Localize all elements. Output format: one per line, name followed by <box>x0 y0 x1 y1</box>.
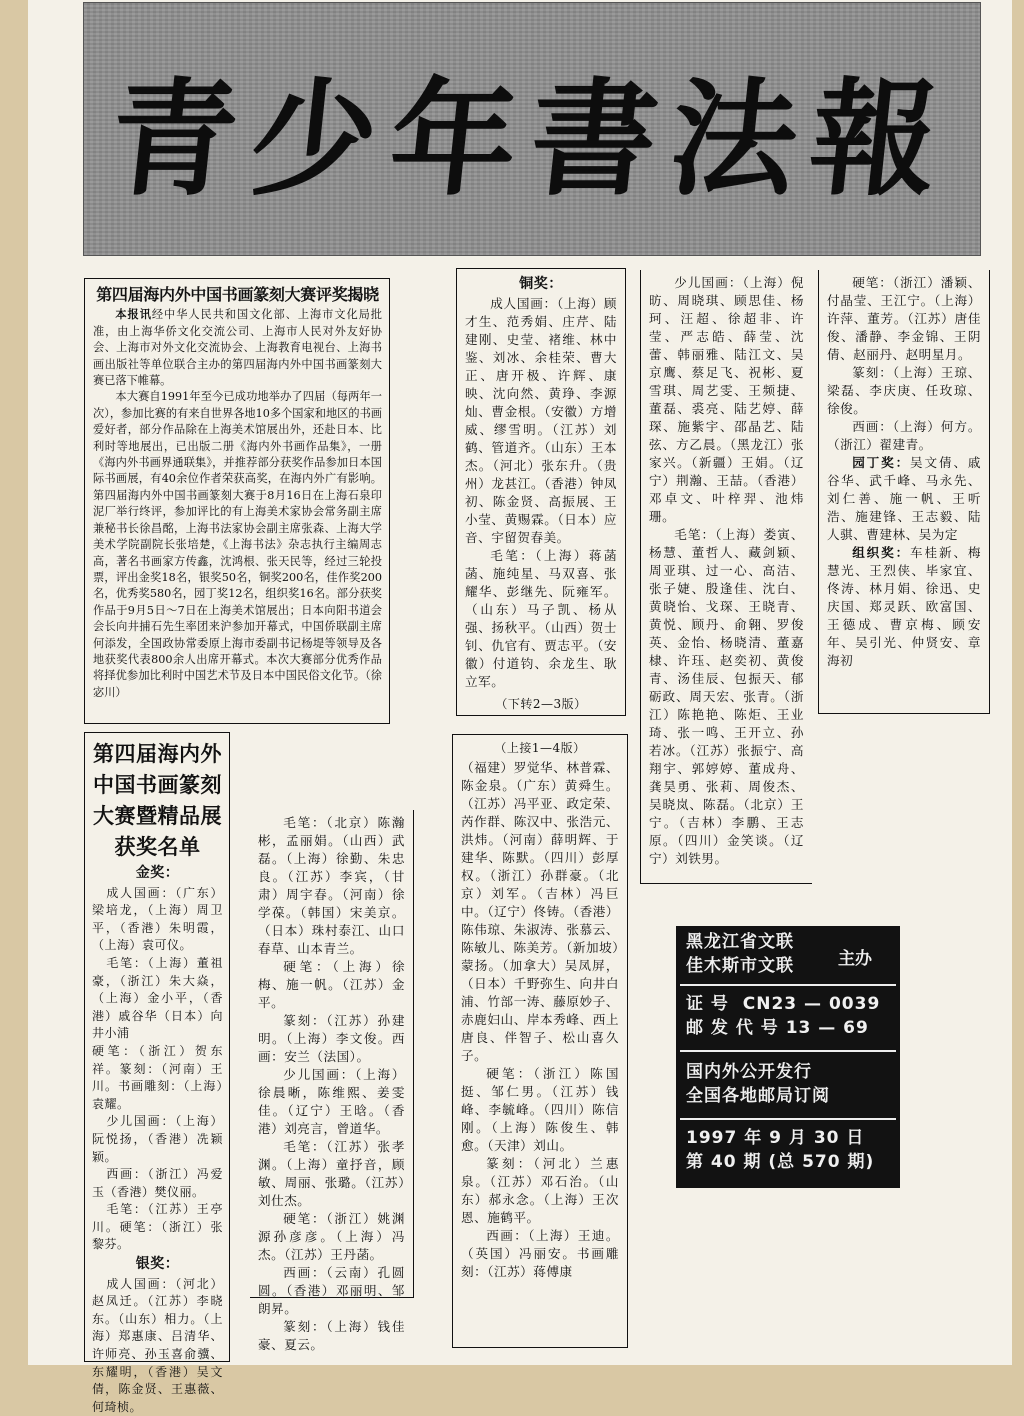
org-label: 组织奖： <box>852 545 911 560</box>
info-divider-1 <box>680 984 896 986</box>
winners-column-e <box>640 270 812 884</box>
cole-a: 少儿国画：（上海）倪昉、周晓琪、顾思佳、杨珂、汪超、徐超非、许莹、严志皓、薛莹、沈蕾、韩丽雅、陆江文、吴京鹰、蔡足飞、祝彬、夏雪琪、周艺雯、王频捷、董磊、裘亮、陆艺婷、薛琛、施紫宇、邵晶艺、陆弦、方乙晨。（黑龙江）张家兴。（新疆）王娟。（辽宁）荆瀚、王喆。（香港）邓卓文、叶梓羿、池炜珊。 <box>649 275 804 524</box>
winners-column-b <box>250 810 414 1352</box>
publication-info-box <box>676 926 900 1188</box>
post-value: 13 — 69 <box>785 1018 869 1038</box>
silver-label: 银奖： <box>135 1256 180 1273</box>
gold-a: 成人国画：（广东）梁培龙，（上海）周卫平，（香港）朱明霞，（上海）袁可仪。 <box>92 885 223 953</box>
article-headline: 第四届海内外中国书画篆刻大赛评奖揭晓 <box>96 285 379 304</box>
dist-line-1: 国内外公开发行 <box>686 1062 812 1082</box>
colf-c: 西画：（上海）何方。（浙江）翟建青。 <box>827 419 981 452</box>
colb-a: 毛笔：（北京）陈瀚彬，孟丽娟。（山西）武磊。（上海）徐勤、朱忠良。（江苏）李宾，（甘肃）周宇春。（河南）徐学葆。（韩国）宋美京。（日本）珠村泰江、山口春草、山本青兰。 <box>258 815 405 956</box>
colb-d: 少儿国画：（上海）徐晨晰，陈维熙、姜雯佳。（辽宁）王晗。（香港）刘亮言，曾道华。 <box>258 1067 405 1136</box>
gardener-names: 吴文倩、戚谷华、武千峰、马永先、刘仁善、施一帆、王听浩、施建锋、王志毅、陆人骐、曹建林、吴为定 <box>827 455 981 542</box>
cn-value: CN23 — 0039 <box>742 994 881 1014</box>
post-line <box>676 1016 900 1040</box>
bronze-label: 铜奖： <box>519 276 563 292</box>
colb-c: 篆刻：（江苏）孙建明。（上海）李文俊。西画：安兰（法国）。 <box>258 1013 405 1064</box>
cold-c: 篆刻：（河北）兰惠泉。（江苏）邓石治。（山东）郝永念。（上海）王次恩、施鹤平。 <box>461 1156 619 1225</box>
colb-f: 硬笔：（浙江）姚渊源孙彦彦。（上海）冯杰。（江苏）王丹菡。 <box>258 1211 405 1262</box>
host-word: 主办 <box>838 949 872 969</box>
colb-g: 西画：（云南）孔圆圆。（香港）邓丽明、邹朗昇。 <box>258 1265 405 1316</box>
org-names: 车桂新、梅慧光、王烈侠、毕家宜、佟涛、林月娟、徐迅、史庆国、郑灵跃、欧富国、王德成、曹京梅、顾安年、吴引光、仲贤安、章海初 <box>827 545 981 668</box>
article-lead <box>93 307 382 389</box>
host-line-2: 佳木斯市文联 <box>686 956 794 976</box>
colf-a: 硬笔：（浙江）潘颖、付晶莹、王江宁。（上海）许萍、董芳。（江苏）唐佳俊、潘静、李金锦、王阴倩、赵丽丹、赵明星月。 <box>827 275 981 362</box>
article-lead-label: 本报讯 <box>115 308 152 322</box>
winners-column-d <box>452 734 628 1348</box>
gold-c: 硬笔：（浙江）贺东祥。篆刻：（河南）王川。书画雕刻：（上海）袁耀。 <box>92 1043 223 1111</box>
article-lead-text: 经中华人民共和国文化部、上海市文化局批准，由上海华侨文化交流公司、上海市人民对外友好协会、上海市对外文化交流协会、上海教育电视台、上海书画出版社等单位联合主办的第四届海内外中国书画篆刻大赛已落下帷幕。 <box>93 308 382 388</box>
gold-d: 少儿国画：（上海）阮悦扬，（香港）冼颖颖。 <box>92 1114 223 1164</box>
bronze-column <box>456 268 626 716</box>
gardener-label: 园丁奖： <box>852 455 911 470</box>
info-divider-2 <box>680 1050 896 1052</box>
winners-list <box>84 732 230 1414</box>
cold-b: 硬笔：（浙江）陈国挺、邹仁男。（江苏）钱峰、李毓峰。（四川）陈信刚。（上海）陈俊生、韩愈。（天津）刘山。 <box>461 1066 619 1153</box>
gold-label: 金奖： <box>135 865 180 881</box>
continued-from-note: （上接1—4版） <box>494 741 586 755</box>
colf-gardener <box>827 454 981 544</box>
dist-line-2: 全国各地邮局订阅 <box>686 1086 830 1106</box>
gold-b: 毛笔：（上海）董祖豪，（浙江）朱大焱，（上海）金小平，（香港）戚谷华（日本）向井小浦 <box>92 955 223 1041</box>
bronze-b: 毛笔：（上海）蒋菡菡、施纯星、马双喜、张耀华、彭继先、阮雍军。（山东）马子凯、杨从强、扬秋平。（山西）贺士钊、仇官有、贾志平。（安徽）付道钧、余龙生、耿立军。 <box>465 548 617 689</box>
masthead-title: 青少年書法報 <box>103 64 959 213</box>
colf-org <box>827 544 981 670</box>
masthead <box>83 2 981 256</box>
cn-label: 证 号 <box>686 994 729 1014</box>
colb-e: 毛笔：（江苏）张孝渊。（上海）童抒音，顾敏、周丽、张璐。（江苏）刘仕杰。 <box>258 1139 405 1208</box>
bronze-a: 成人国画：（上海）顾才生、范秀娟、庄芹、陆建刚、史莹、褚维、林中鉴、刘冰、余桂荣、曹大正、唐开极、许辉、康映、沈向然、黄琤、李源灿、曹金根。（安徽）方增威、缪雪明。（江苏）刘鹤、管道齐。（山东）王本杰。（河北）张东升。（贵州）龙甚江。（香港）钟凤初、陈金贤、高振展、王小莹、黄赐霖。（日本）应音、宇留贺春美。 <box>465 296 617 545</box>
cold-a: （福建）罗觉华、林普霖、陈金泉。（广东）黄舜生。（江苏）冯平亚、政定荣、芮作群、陈汉中、张浩元、洪炜。（河南）薛明辉、于建华、陈默。（四川）彭厚权。（浙江）孙群豪。（北京）刘军。（吉林）冯巨中。（辽宁）佟铸。（香港）陈伟琼、朱淑涛、张慕云、陈敏儿、陈美芳。（新加坡）蒙扬。（加拿大）吴凤屏，（日本）千野弥生、向井白浦、竹部一涛、藤原妙子、赤鹿妇山、岸本秀峰、西上唐良、伴智子、松山喜久子。 <box>461 760 619 1063</box>
cold-d: 西画：（上海）王迪。（英国）冯丽安。书画雕刻：（江苏）蒋傅康 <box>461 1228 619 1279</box>
info-divider-3 <box>680 1118 896 1120</box>
colb-h: 篆刻：（上海）钱佳豪、夏云。 <box>258 1319 405 1352</box>
host-line-1: 黑龙江省文联 <box>686 932 794 952</box>
issue-section <box>676 1126 900 1174</box>
cole-b: 毛笔：（上海）娄寅、杨慧、董哲人、藏剑颖、周亚琪、过一心、高洁、张子婕、殷逢佳、沈白、黄晓怡、戈琛、王晓青、黄悦、顾丹、俞翱、罗俊英、金怡、杨晓清、董嘉棣、许珏、赵奕初、黄俊青、汤佳辰、包振天、郁砺政、周天宏、张青。（浙江）陈艳艳、陈炬、王业琦、张一鸣、王开立、孙若冰。（江苏）张振宁、高翔宇、郭婷婷、董成舟、龚昊勇、张莉、周俊杰、吴晓岚、陈磊。（北京）王宁。（吉林）李鹏、王志原。（四川）金笑谈。（辽宁）刘铁男。 <box>649 527 804 866</box>
cn-line <box>676 992 900 1016</box>
issue-date: 1997 年 9 月 30 日 <box>686 1128 865 1148</box>
registration-section <box>676 992 900 1040</box>
lead-article <box>84 278 390 724</box>
winners-column-f <box>818 270 990 714</box>
colb-b: 硬笔：（上海）徐梅、施一帆。（江苏）金平。 <box>258 959 405 1010</box>
winners-title: 第四届海内外中国书画篆刻大赛暨精品展获奖名单 <box>93 742 222 859</box>
silver-a: 成人国画：（河北）赵凤迁。（江苏）李晓东。（山东）相力。（上海）郑惠康、吕清华、许师亮、孙玉喜俞骥、东耀明，（香港）吴文倩，陈金贤、王惠薇、何琦桢。 <box>92 1276 223 1414</box>
gold-f: 毛笔：（江苏）王亭川。硬笔：（浙江）张黎芬。 <box>92 1202 223 1252</box>
colf-b: 篆刻：（上海）王琼、梁磊、李庆庚、任玫琼、徐俊。 <box>827 365 981 416</box>
distribution-section <box>676 1060 900 1108</box>
continued-note: （下转2—3版） <box>495 697 587 711</box>
article-body: 本大赛自1991年至今已成功地举办了四届（每两年一次），参加比赛的有来自世界各地10多个国家和地区的书画爱好者，部分作品除在上海美术馆展出外，还赴日本、比利时等地展出，已出版二册《海内外书画作品集》，一册《海内外书画界通联集》，并推荐部分获奖作品参加日本国际书画展，有40余位作者荣获高奖，在海内外广有影响。第四届海内外中国书画篆刻大赛于8月16日在上海石泉印泥厂举行终评，参加评比的有上海美术家协会常务副主席兼秘书长徐昌酩，上海书法家协会副主席张森、上海大学美术学院副院长张培楚，《上海书法》杂志执行主编周志高，著名书画家方传鑫，沈鸿根、张天民等，经过三轮投票，评出金奖18名，银奖50名，铜奖200名，佳作奖200名，优秀奖580名，园丁奖12名，组织奖16名。部分获奖作品于9月5日～7日在上海美术馆展出；日本向阳书道会会长向井捕石先生率团来沪参加开幕式，中国侨联副主席何添发，全国政协常委原上海市委副书记杨堤等领导及各地获奖代表800余人出席开幕式。本次大赛部分优秀作品将择优参加比利时中国艺术节及日本中国民俗文化节。（徐宓川） <box>93 390 382 699</box>
host-section <box>676 930 900 978</box>
gold-e: 西画：（浙江）冯爱玉（香港）樊仪丽。 <box>92 1167 223 1199</box>
issue-number: 第 40 期 (总 570 期) <box>686 1152 875 1172</box>
post-label: 邮 发 代 号 <box>686 1018 779 1038</box>
